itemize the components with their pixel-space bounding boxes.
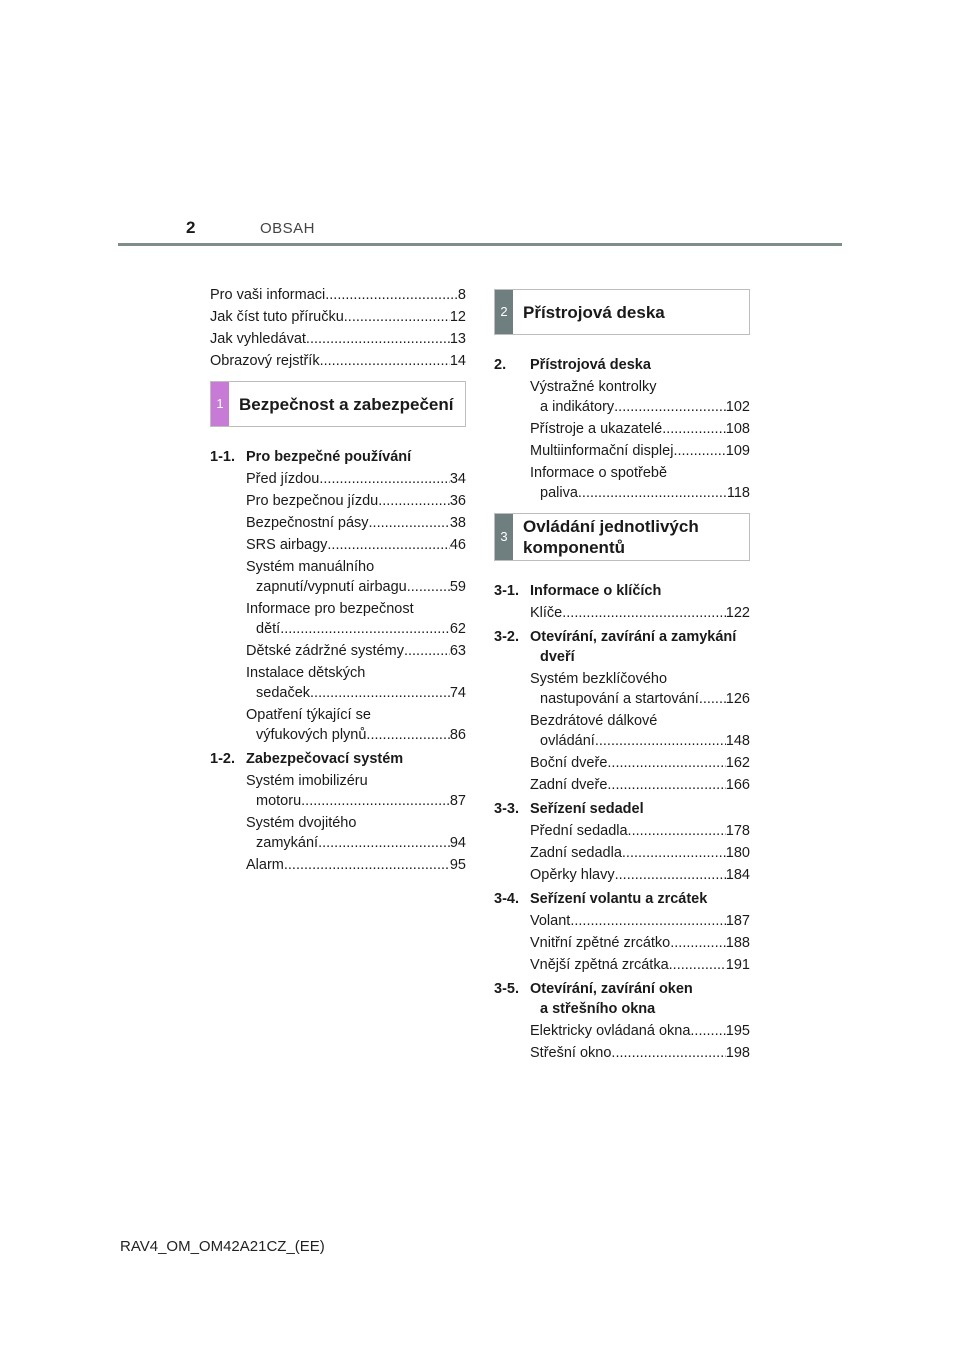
subsection-3-1[interactable]: 3-1. Informace o klíčích [494,583,662,599]
toc-entry[interactable]: Vnitřní zpětné zrcátko ..... 188 [530,933,750,953]
section-title-1: Bezpečnost a zabezpečení [239,394,454,414]
section-header-2[interactable] [494,289,750,335]
subsection-3-2[interactable]: 3-2. Otevírání, zavírání a zamykání dveří [494,629,737,665]
toc-entry[interactable]: Systém dvojitého zamykání ..... 94 [246,813,466,853]
toc-entry-jak-cist[interactable]: Jak číst tuto příručku ..... 12 [210,307,466,327]
subsection-2[interactable]: 2. Přístrojová deska [494,357,651,373]
toc-entry-pro-vasi-informaci[interactable]: Pro vaši informaci ..... 8 [210,285,466,305]
section-tab-3: 3 [495,514,513,560]
toc-entry[interactable]: Zadní dveře ..... 166 [530,775,750,795]
toc-entry[interactable]: Volant ..... 187 [530,911,750,931]
toc-entry[interactable]: Dětské zádržné systémy ..... 63 [246,641,466,661]
toc-entry[interactable]: Střešní okno ..... 198 [530,1043,750,1063]
toc-entry[interactable]: Vnější zpětná zrcátka ..... 191 [530,955,750,975]
subsection-1-2[interactable]: 1-2. Zabezpečovací systém [210,751,404,767]
subsection-3-3[interactable]: 3-3. Seřízení sedadel [494,801,644,817]
document-code: RAV4_OM_OM42A21CZ_(EE) [120,1238,325,1255]
section-header-3[interactable] [494,513,750,561]
toc-entry[interactable]: Opatření týkající se výfukových plynů ..... 86 [246,705,466,745]
header-rule [118,243,842,246]
toc-entry[interactable]: Bezdrátové dálkové ovládání ..... 148 [530,711,750,751]
toc-entry[interactable]: Informace o spotřebě paliva ..... 118 [530,463,750,503]
toc-entry[interactable]: Systém manuálního zapnutí/vypnutí airbagu ..... 59 [246,557,466,597]
toc-entry[interactable]: Před jízdou ..... 34 [246,469,466,489]
section-header-1[interactable] [210,381,466,427]
toc-entry-obrazovy-rejstrik[interactable]: Obrazový rejstřík ..... 14 [210,351,466,371]
toc-entry-jak-vyhledavat[interactable]: Jak vyhledávat ..... 13 [210,329,466,349]
toc-entry[interactable]: Informace pro bezpečnost dětí ..... 62 [246,599,466,639]
toc-entry[interactable]: Klíče ..... 122 [530,603,750,623]
toc-entry[interactable]: Elektricky ovládaná okna ..... 195 [530,1021,750,1041]
section-tab-2: 2 [495,290,513,334]
subsection-3-5[interactable]: 3-5. Otevírání, zavírání oken a střešního okna [494,981,693,1017]
toc-left-column [210,285,466,877]
toc-entry[interactable]: Zadní sedadla ..... 180 [530,843,750,863]
toc-entry[interactable]: Alarm ..... 95 [246,855,466,875]
section-tab-1: 1 [211,382,229,426]
toc-entry[interactable]: SRS airbagy ..... 46 [246,535,466,555]
toc-entry[interactable]: Pro bezpečnou jízdu ..... 36 [246,491,466,511]
subsection-1-1[interactable]: 1-1. Pro bezpečné používání [210,449,412,465]
section-title-3: Ovládání jednotlivých komponentů [523,517,699,557]
toc-entry[interactable]: Systém bezklíčového nastupování a startování ..... 126 [530,669,750,709]
toc-right-column [494,285,750,1065]
toc-entry[interactable]: Opěrky hlavy ..... 184 [530,865,750,885]
page-number: 2 [186,218,196,237]
toc-entry[interactable]: Instalace dětských sedaček ..... 74 [246,663,466,703]
section-title-2: Přístrojová deska [523,302,665,322]
toc-entry[interactable]: Výstražné kontrolky a indikátory ..... 102 [530,377,750,417]
subsection-3-4[interactable]: 3-4. Seřízení volantu a zrcátek [494,891,708,907]
toc-entry[interactable]: Přístroje a ukazatelé ..... 108 [530,419,750,439]
toc-entry[interactable]: Bezpečnostní pásy ..... 38 [246,513,466,533]
toc-entry[interactable]: Multiinformační displej ..... 109 [530,441,750,461]
page-title: OBSAH [260,220,316,237]
toc-entry[interactable]: Systém imobilizéru motoru ..... 87 [246,771,466,811]
toc-entry[interactable]: Přední sedadla ..... 178 [530,821,750,841]
toc-entry[interactable]: Boční dveře ..... 162 [530,753,750,773]
